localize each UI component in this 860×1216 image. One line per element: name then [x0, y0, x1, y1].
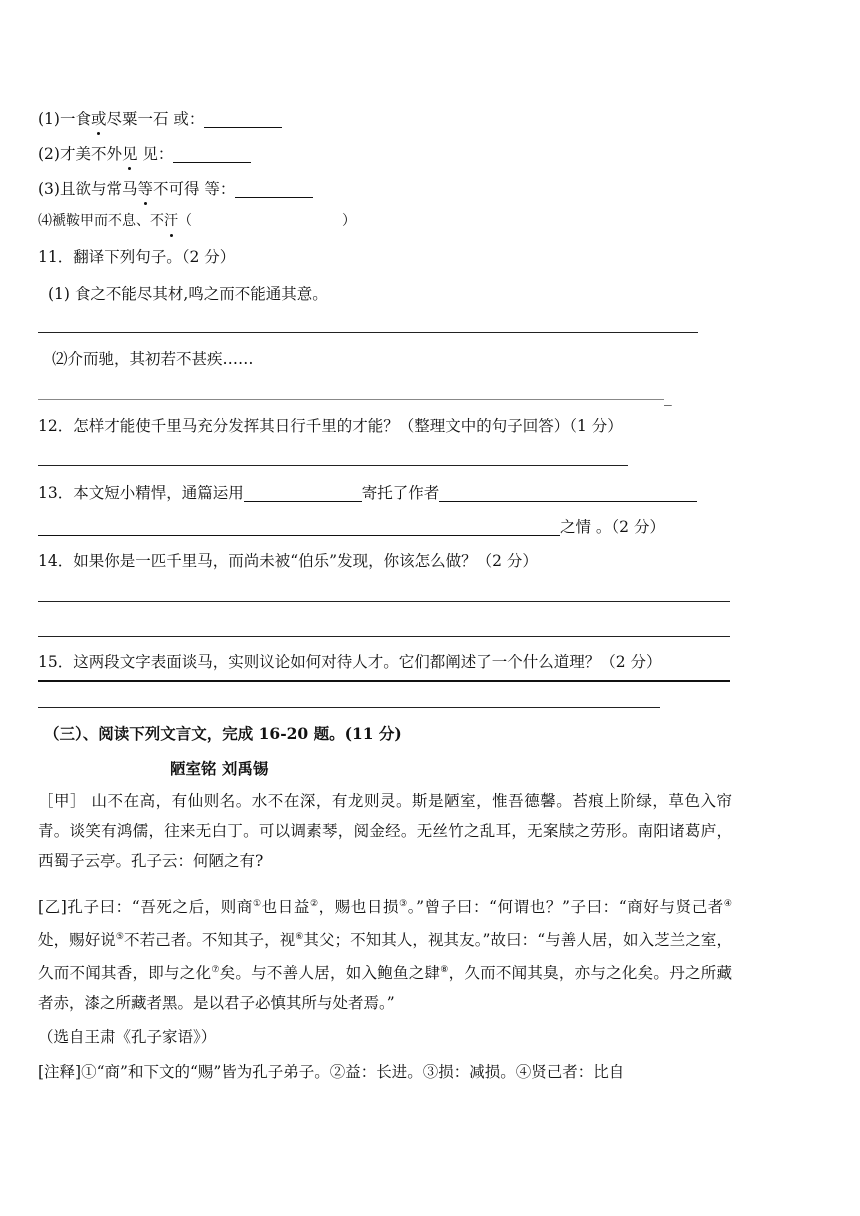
- q10-item-2: (2)才美不外见 见：: [38, 143, 251, 165]
- article-title: 陋室铭 刘禹锡: [170, 759, 269, 778]
- q15-title: 15．这两段文字表面谈马，实则议论如何对待人才。它们都阐述了一个什么道理？（2 分）: [38, 653, 662, 671]
- answer-blank[interactable]: [235, 181, 313, 198]
- answer-line[interactable]: [38, 399, 664, 400]
- footnote-mark: ⑥: [295, 932, 304, 942]
- footnote-mark: ①: [252, 899, 262, 909]
- q10-item-4: ⑷褫鞍甲而不息、不汗（ ）: [38, 210, 356, 232]
- footnote-mark: ②: [309, 899, 319, 909]
- q11-sentence-2: ⑵介而驰，其初若不甚疾……: [52, 350, 254, 368]
- answer-line[interactable]: [38, 636, 730, 637]
- dotted-char: 或: [90, 110, 107, 128]
- passage-yi: [乙]孔子曰：“吾死之后，则商①也日益②，赐也日损③。”曾子曰：“何谓也？”子曰：“商好与贤己者④处，赐好说⑤不若己者。不知其子，视⑥其父；不知其人，视其友。”故曰：“与善人居，如入芝兰之室，久而不闻其香，即与之化⑦矣。与不善人居，如入鲍鱼之肆⑧，久而不闻其臭，亦与之化矣。丹之所藏者赤，漆之所藏者黑。是以君子必慎其所与处者焉。”: [38, 898, 732, 1012]
- dotted-char: 等: [137, 180, 153, 198]
- answer-line[interactable]: [38, 332, 698, 333]
- section-3-heading: （三）、阅读下列文言文，完成 16-20 题。(11 分): [44, 724, 402, 743]
- q10-item-3: (3)且欲与常马等不可得 等：: [38, 178, 313, 200]
- answer-line[interactable]: [38, 465, 628, 466]
- q11-sentence-1: (1) 食之不能尽其材,鸣之而不能通其意。: [48, 285, 328, 303]
- answer-line[interactable]: [38, 707, 660, 708]
- footnote-mark: ⑤: [115, 932, 124, 942]
- answer-line[interactable]: [38, 601, 730, 602]
- answer-blank[interactable]: [173, 146, 251, 163]
- answer-blank[interactable]: [439, 485, 697, 502]
- source-citation: （选自王肃《孔子家语》）: [38, 1028, 217, 1046]
- footnote-mark: ⑦: [211, 965, 220, 975]
- q13-line-2: 之情 。（2 分）: [38, 516, 665, 538]
- footnote-mark: ④: [723, 899, 732, 909]
- footnote-mark: ③: [399, 899, 408, 909]
- answer-line[interactable]: [38, 680, 730, 682]
- q10-item-1: (1)一食或尽粟一石 或：: [38, 108, 282, 130]
- footnote-mark: ⑧: [440, 965, 449, 975]
- dotted-char: 见: [121, 145, 138, 163]
- q12-title: 12．怎样才能使千里马充分发挥其日行千里的才能？（整理文中的句子回答）（1 分）: [38, 417, 623, 435]
- dotted-char: 汗: [164, 210, 178, 232]
- answer-blank[interactable]: [244, 485, 362, 502]
- annotation-notes: [注释]①“商”和下文的“赐”皆为孔子弟子。②益：长进。③损：减损。④贤己者：比自: [38, 1063, 625, 1081]
- answer-blank[interactable]: [38, 519, 560, 536]
- q11-title: 11．翻译下列句子。（2 分）: [38, 248, 236, 266]
- q14-title: 14．如果你是一匹千里马，而尚未被“伯乐”发现，你该怎么做？（2 分）: [38, 552, 538, 570]
- answer-blank[interactable]: [204, 111, 282, 128]
- passage-jia: ［甲］ 山不在高，有仙则名。水不在深，有龙则灵。斯是陋室，惟吾德馨。苔痕上阶绿，草色入帘青。谈笑有鸿儒，往来无白丁。可以调素琴，阅金经。无丝竹之乱耳，无案牍之劳形。南阳诸葛庐，西蜀子云亭。孔子云：何陋之有?: [38, 792, 732, 870]
- q13-line-1: 13．本文短小精悍，通篇运用 寄托了作者: [38, 482, 697, 504]
- underscore-mark: _: [664, 388, 672, 406]
